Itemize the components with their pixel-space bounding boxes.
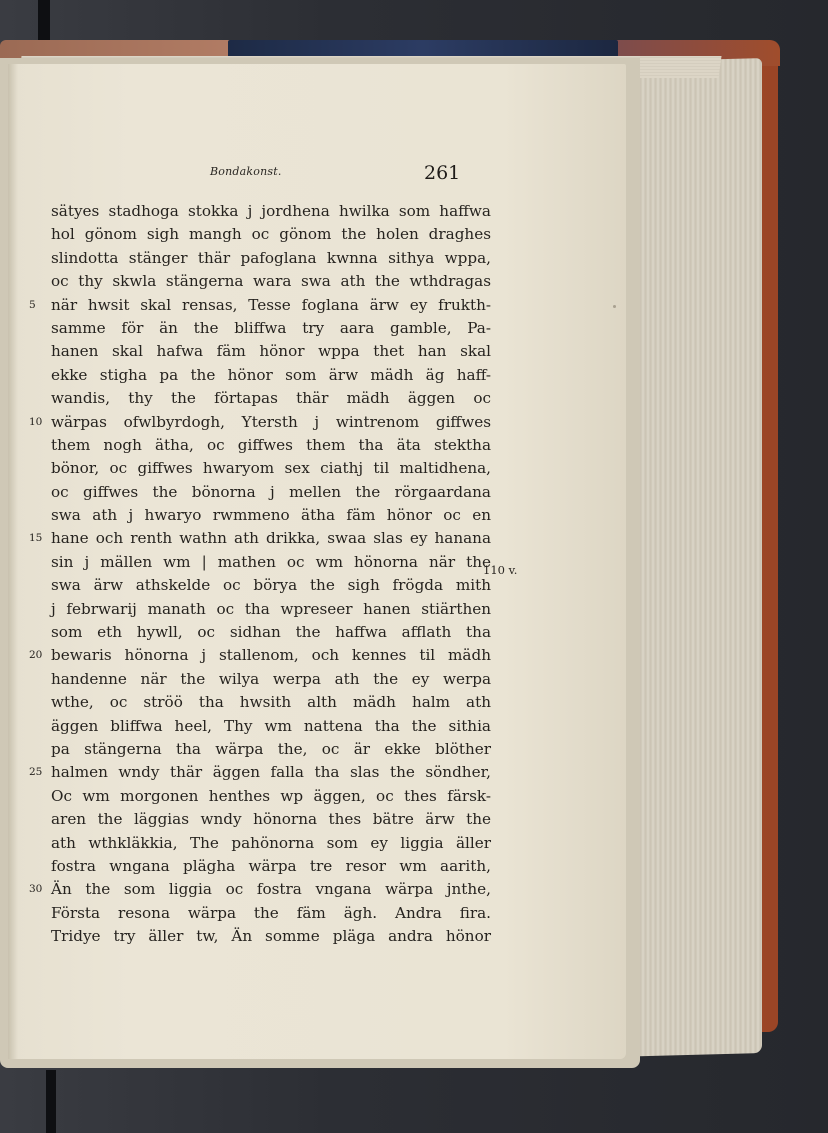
line-number: 30 [29,883,43,896]
line-number: 20 [29,649,43,662]
text-line [51,364,491,387]
text-line-content: när hwsit skal rensas, Tesse foglana ärw ey frukth- [51,295,491,314]
text-line-content: sin j mällen wm | mathen oc wm hönorna när the [51,552,491,571]
text-line [51,902,491,925]
text-line-content: wthe, oc ströö tha hwsith alth mädh halm ath [51,693,491,712]
text-line [51,504,491,527]
text-line-content: Tridye try äller tw, Än somme pläga andra hönor [51,927,491,946]
text-line [51,715,491,738]
body-text [29,200,491,949]
text-line-content: halmen wndy thär äggen falla tha slas the söndher, [51,763,491,782]
text-line-content: hol gönom sigh mangh oc gönom the holen draghes [51,225,491,244]
text-line [51,223,491,246]
text-line [29,411,491,434]
text-line-content: oc thy skwla stängerna wara swa ath the wthdragas [51,272,491,291]
text-line-content: handenne när the wilya werpa ath the ey werpa [51,669,491,688]
text-line-content: ekke stigha pa the hönor som ärw mädh äg haff- [51,365,491,384]
text-line [51,340,491,363]
text-line [51,808,491,831]
text-line-content: fostra wngana plägha wärpa tre resor wm aarith, [51,856,491,875]
text-line [51,387,491,410]
text-line [51,457,491,480]
text-line-content: bönor, oc giffwes hwaryom sex ciathj til maltidhena, [51,459,491,478]
line-number: 15 [29,532,43,545]
text-line [51,691,491,714]
page-number: 261 [424,162,461,184]
text-line [51,925,491,948]
text-line-content: swa ath j hwaryo rwmmeno ätha fäm hönor oc en [51,506,491,525]
margin-folio-note: 110 v. [483,563,518,577]
text-line [51,574,491,597]
text-line [51,247,491,270]
text-line [51,317,491,340]
text-line-content: Än the som liggia oc fostra vngana wärpa jnthe, [51,880,491,899]
line-number: 25 [29,766,43,779]
text-line-content: Oc wm morgonen henthes wp äggen, oc thes färsk- [51,786,491,805]
text-line-content: sätyes stadhoga stokka j jordhena hwilka som haffwa [51,202,491,220]
text-line [51,434,491,457]
text-line [29,294,491,317]
text-line [51,832,491,855]
line-number: 10 [29,415,43,428]
text-line-content: hanen skal hafwa fäm hönor wppa thet han skal [51,342,491,361]
text-line [51,270,491,293]
text-line [51,481,491,504]
text-line [51,738,491,761]
text-line [51,200,491,223]
paper-speck [613,305,616,308]
text-line [29,644,491,667]
dark-strip-bottom [46,1070,56,1133]
text-line [29,761,491,784]
text-line-content: slindotta stänger thär pafoglana kwnna sithya wppa, [51,248,491,267]
text-line-content: Första resona wärpa the fäm ägh. Andra fira. [51,903,491,922]
text-line-content: j febrwarij manath oc tha wpreseer hanen stiärthen [51,599,491,618]
text-line-content: them nogh ätha, oc giffwes them tha äta stektha [51,435,491,454]
text-line [51,621,491,644]
text-line [51,598,491,621]
text-line [29,878,491,901]
text-line-content: wärpas ofwlbyrdogh, Ytersth j wintrenom giffwes [51,412,491,431]
text-line-content: wandis, thy the förtapas thär mädh äggen oc [51,389,491,408]
text-line-content: swa ärw athskelde oc börya the sigh frögda mith [51,576,491,595]
text-line [51,668,491,691]
text-line-content: samme för än the bliffwa try aara gamble, Pa- [51,318,491,337]
text-line [51,551,491,574]
text-line-content: äggen bliffwa heel, Thy wm nattena tha the sithia [51,716,491,735]
text-line-content: ath wthkläkkia, The pahönorna som ey liggia äller [51,833,491,852]
running-head: Bondakonst. [210,165,282,178]
text-line-content: oc giffwes the bönorna j mellen the rörgaardana [51,482,491,501]
text-line-content: bewaris hönorna j stallenom, och kennes til mädh [51,646,491,665]
text-line-content: hane och renth wathn ath drikka, swaa slas ey hanana [51,529,491,548]
text-line-content: som eth hywll, oc sidhan the haffwa afflath tha [51,623,491,642]
text-line-content: aren the läggias wndy hönorna thes bätre ärw the [51,810,491,829]
text-line [29,527,491,550]
text-line [51,855,491,878]
line-number: 5 [29,298,36,311]
text-line [51,785,491,808]
text-line-content: pa stängerna tha wärpa the, oc är ekke blöther [51,739,491,758]
page-gutter [8,64,18,1059]
